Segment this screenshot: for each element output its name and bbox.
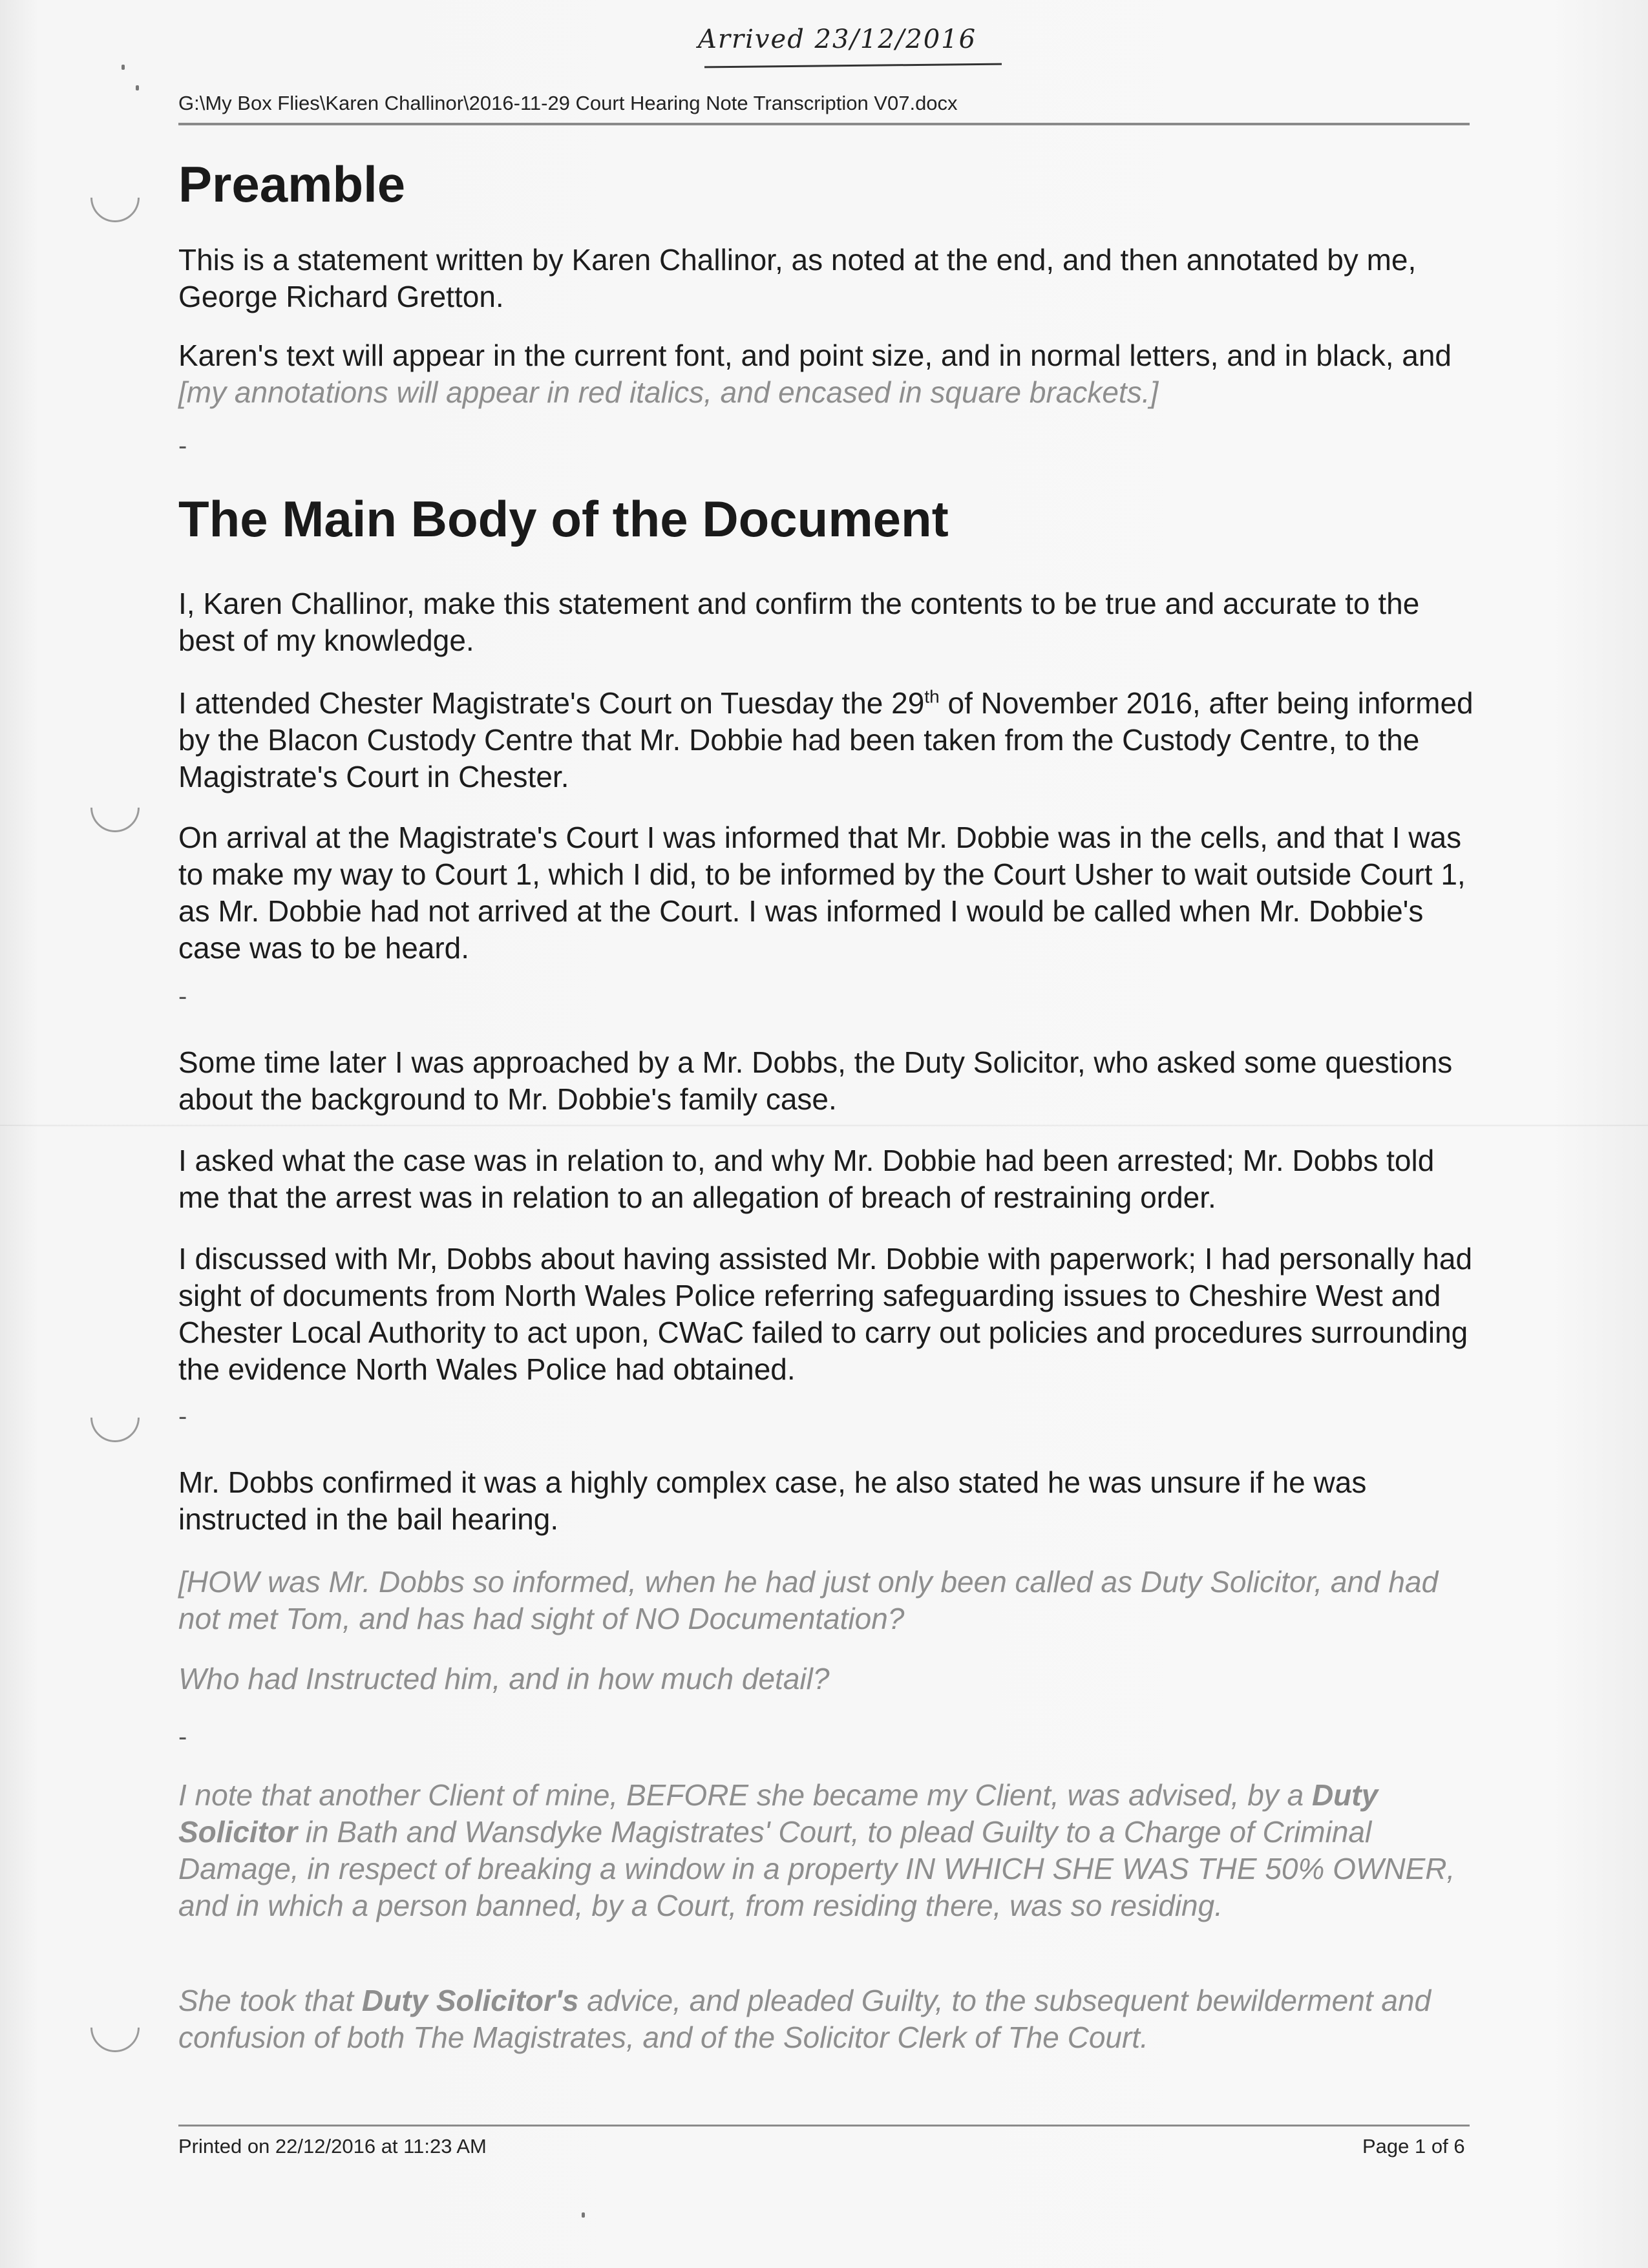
annotation-paragraph-3: I note that another Client of mine, BEFORE she became my Client, was advised, by a Duty Solicitor in Bath and Wansdyke Magistrates' Court, to plead Guilty to a Charge of Criminal Damage, in respect of breaking a window in a property IN WHICH SHE WAS THE 50% OWNER, and in which a person banned, by a Court, from residing there, was so residing. bbox=[178, 1778, 1455, 1922]
handwritten-underline bbox=[704, 63, 1002, 68]
preamble-paragraph-2-normal: Karen's text will appear in the current font, and point size, and in normal letters, and in black, and bbox=[178, 339, 1452, 372]
paper-speck bbox=[121, 65, 125, 70]
main-paragraph-7: Mr. Dobbs confirmed it was a highly complex case, he also stated he was unsure if he was instructed in the bail hearing. bbox=[178, 1465, 1367, 1536]
preamble-paragraph-2 bbox=[178, 337, 1477, 411]
punch-hole bbox=[80, 163, 149, 232]
handwritten-date-note: Arrived 23/12/2016 bbox=[698, 25, 1008, 70]
main-paragraph-3: On arrival at the Magistrate's Court I was informed that Mr. Dobbie was in the cells, and that I was to make my way to Court 1, which I did, to be informed by the Court Usher to wait outside Court 1, as Mr. Dobbie had not arrived at the Court. I was informed I would be called when Mr. Dobbie's case was to be heard. bbox=[178, 821, 1466, 965]
main-paragraph-5: I asked what the case was in relation to, and why Mr. Dobbie had been arrested; Mr. Dobbs told me that the arrest was in relation to an allegation of breach of restraining order. bbox=[178, 1144, 1435, 1214]
punch-hole bbox=[80, 1993, 149, 2062]
punch-hole bbox=[80, 1383, 149, 1452]
main-paragraph-2: I attended Chester Magistrate's Court on Tuesday the 29th of November 2016, after being informed by the Blacon Custody Centre that Mr. Dobbie had been taken from the Custody Centre, to the Magistrate's Court in Chester. bbox=[178, 686, 1474, 793]
annotation-paragraph-2: Who had Instructed him, and in how much detail? bbox=[178, 1662, 830, 1696]
paper-speck bbox=[582, 2212, 585, 2218]
annotation-paragraph-4: She took that Duty Solicitor's advice, and pleaded Guilty, to the subsequent bewilderment and confusion of both The Magistrates, and of the Solicitor Clerk of The Court. bbox=[178, 1984, 1431, 2054]
separator-dash: - bbox=[178, 1723, 187, 1751]
separator-dash: - bbox=[178, 432, 187, 460]
printed-date: Printed on 22/12/2016 at 11:23 AM bbox=[178, 2135, 487, 2158]
main-paragraph-6: I discussed with Mr, Dobbs about having assisted Mr. Dobbie with paperwork; I had personally had sight of documents from North Wales Police referring safeguarding issues to Cheshire West and Chester Local Authority to act upon, CWaC failed to carry out policies and procedures surrounding the evidence North Wales Police had obtained. bbox=[178, 1242, 1473, 1386]
main-body-heading: The Main Body of the Document bbox=[178, 490, 949, 547]
separator-dash: - bbox=[178, 1402, 187, 1431]
annotation-paragraph-1: [HOW was Mr. Dobbs so informed, when he had just only been called as Duty Solicitor, and had not met Tom, and has had sight of NO Documentation? bbox=[178, 1565, 1439, 1635]
paper-fold bbox=[0, 1124, 1648, 1127]
page-number: Page 1 of 6 bbox=[1362, 2135, 1465, 2158]
preamble-paragraph-1: This is a statement written by Karen Challinor, as noted at the end, and then annotated by me, George Richard Gretton. bbox=[178, 243, 1417, 313]
footer-rule bbox=[178, 2125, 1470, 2126]
preamble-annotation: [my annotations will appear in red italics, and encased in square brackets.] bbox=[178, 375, 1159, 409]
main-paragraph-1: I, Karen Challinor, make this statement and confirm the contents to be true and accurate to the best of my knowledge. bbox=[178, 587, 1420, 657]
paper-speck bbox=[136, 85, 139, 90]
preamble-heading: Preamble bbox=[178, 156, 406, 213]
main-paragraph-4: Some time later I was approached by a Mr. Dobbs, the Duty Solicitor, who asked some questions about the background to Mr. Dobbie's family case. bbox=[178, 1045, 1453, 1116]
header-rule bbox=[178, 123, 1470, 125]
punch-hole bbox=[80, 773, 149, 842]
file-path-header: G:\My Box Flies\Karen Challinor\2016-11-29 Court Hearing Note Transcription V07.docx bbox=[178, 92, 958, 114]
separator-dash: - bbox=[178, 982, 187, 1011]
